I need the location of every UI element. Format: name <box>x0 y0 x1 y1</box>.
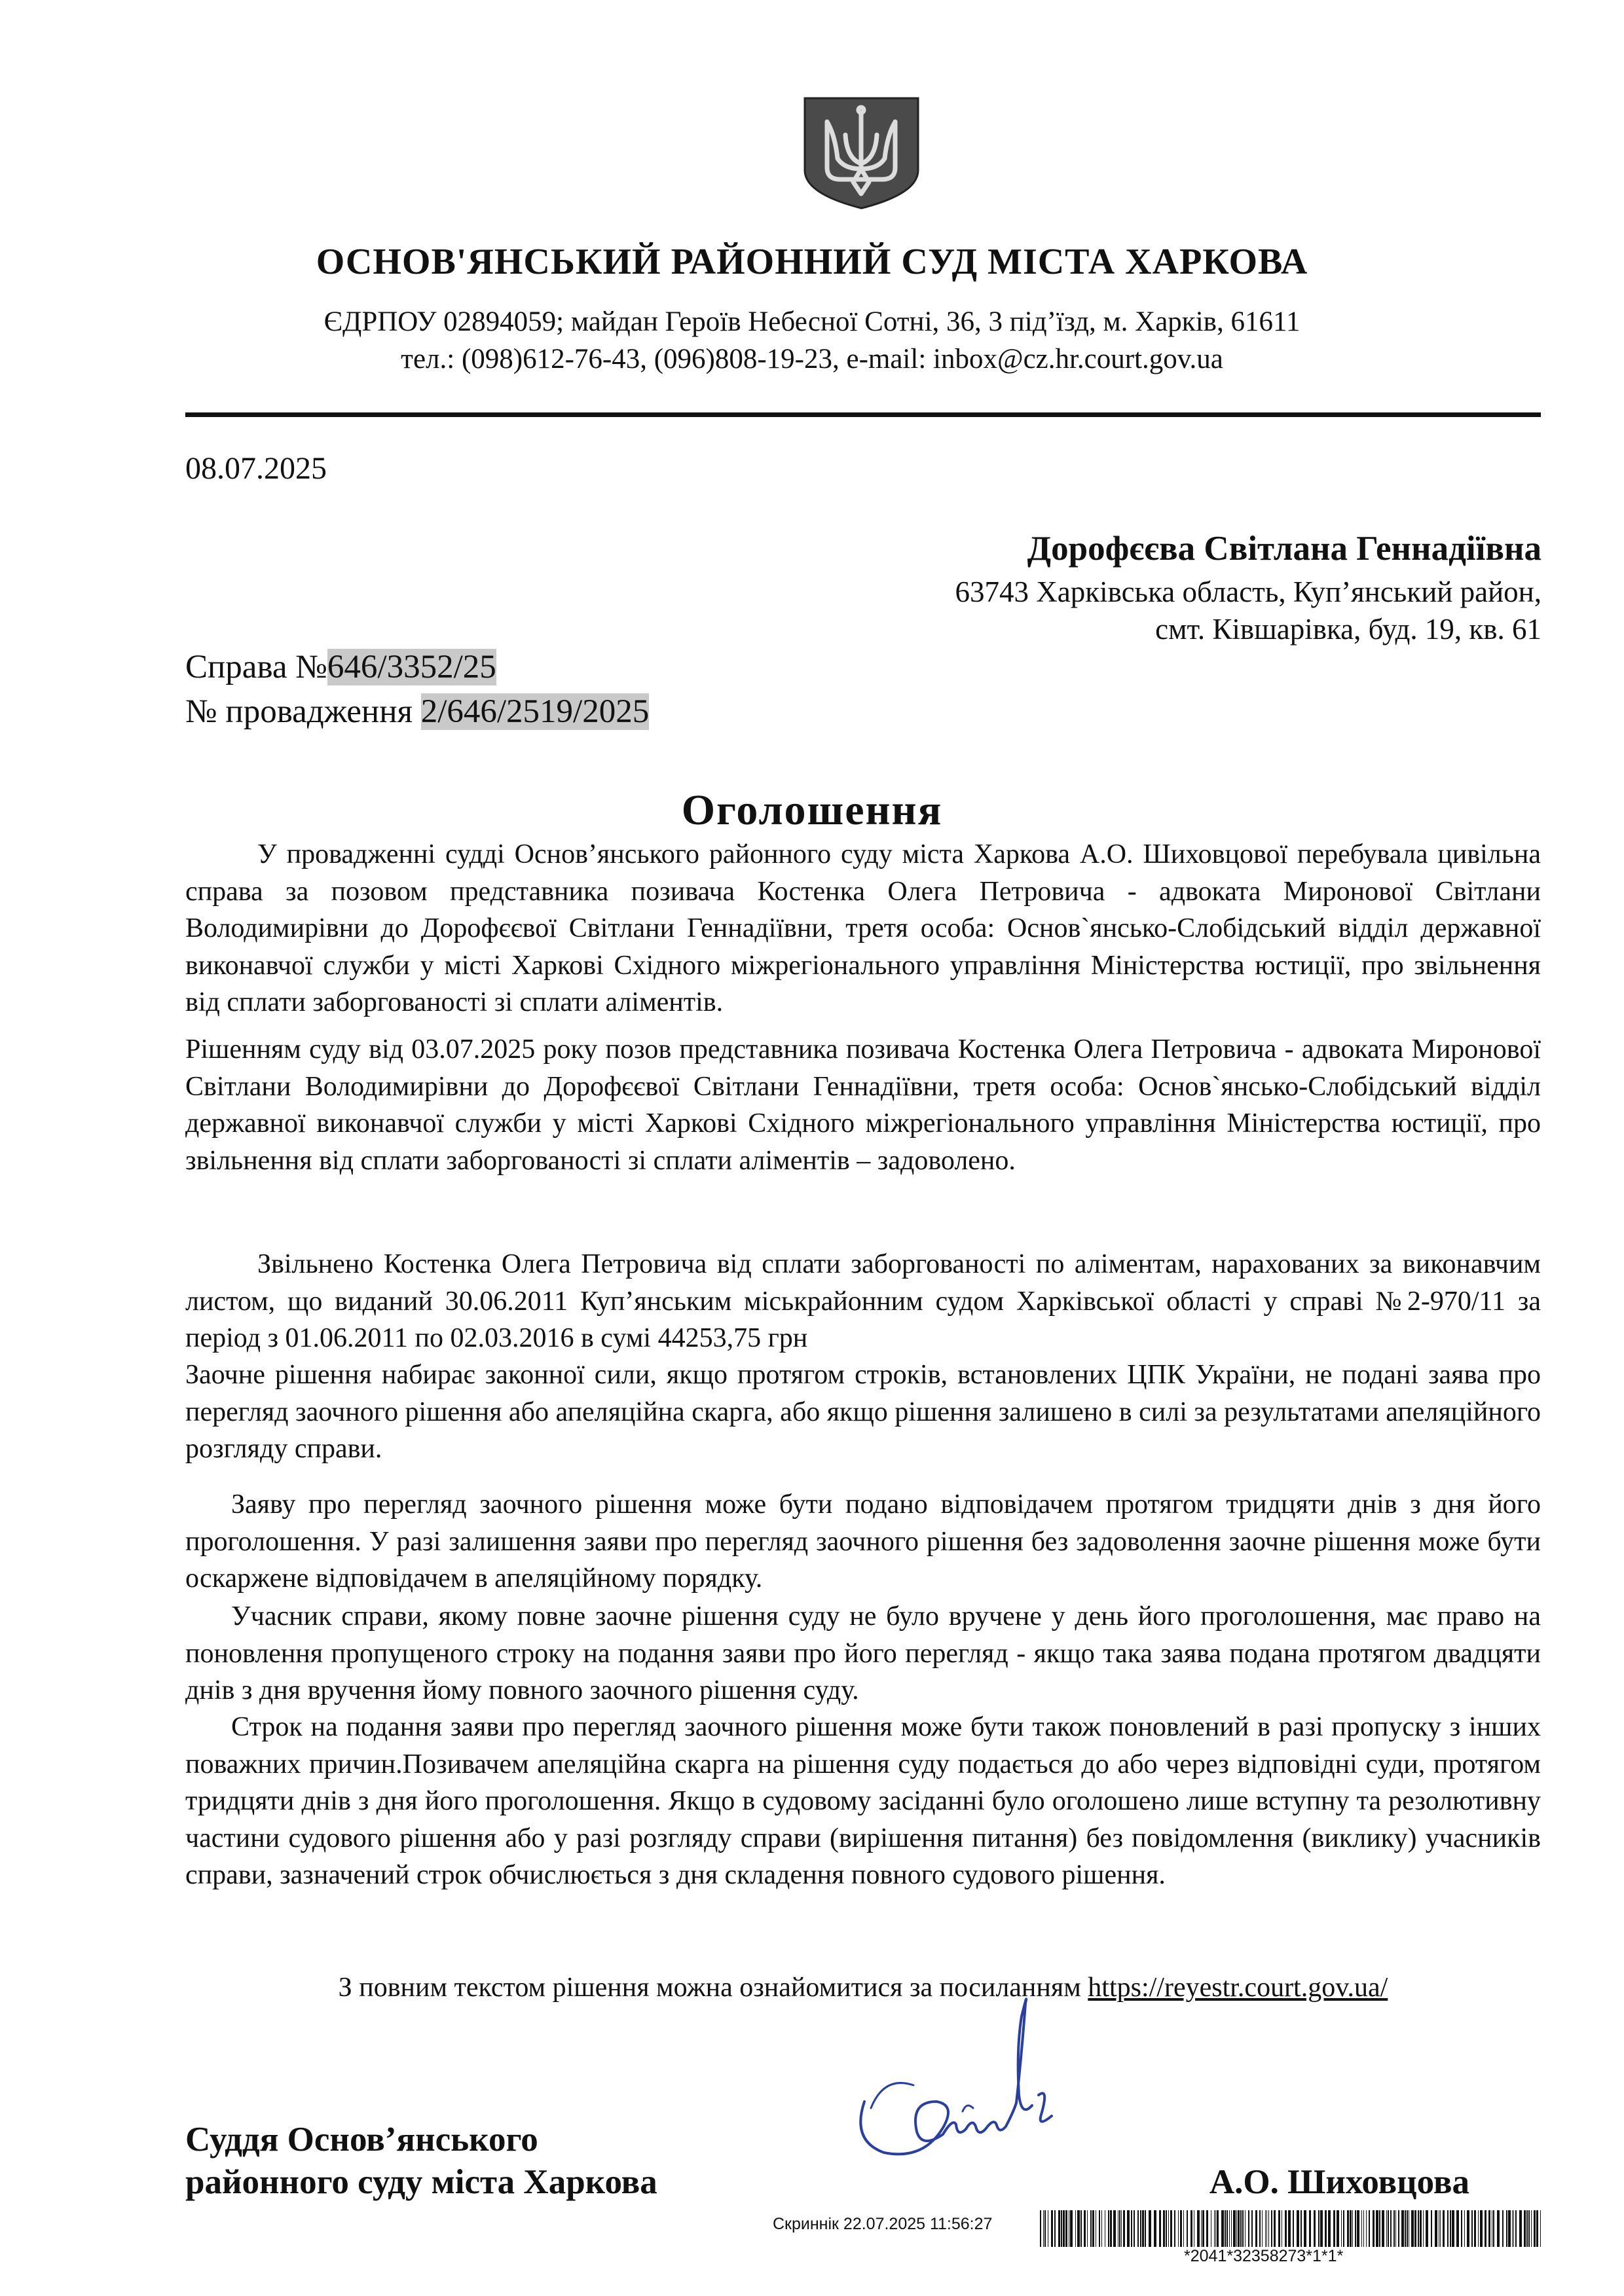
barcode-text: *2041*32358273*1*1* <box>1184 2247 1344 2265</box>
body-paragraph-proceeding: У провадженні судді Основ’янського районного суду міста Харкова А.О. Шиховцової перебувала цивільна справа за позовом представника позивача Костенка Олега Петровича - адвоката Миронової Світлани Володимирівни до Дорофєєвої Світлани Геннадіївни, третя особа: Основ`янсько-Слобідський відділ державної виконавчої служби у місті Харкові Східного міжрегіонального управління Міністерства юстиції, про звільнення від сплати заборгованості зі сплати аліментів. <box>185 839 1541 1018</box>
body-paragraph-decision: Рішенням суду від 03.07.2025 року позов представника позивача Костенка Олега Петровича - адвоката Миронової Світлани Володимирівни до Дорофєєвої Світлани Геннадіївни, третя особа: Основ`янсько-Слобідський відділ державної виконавчої служби у місті Харкові Східного міжрегіонального управління Міністерства юстиції, про звільнення від сплати заборгованості зі сплати аліментів – задоволено. <box>185 1034 1541 1176</box>
body-paragraph-review: Заяву про перегляд заочного рішення може бути подано відповідачем протягом тридцяти днів з дня його проголошення. У разі залишення заяви про перегляд заочного рішення без задоволення заочне рішення може бути оскаржене відповідачем в апеляційному порядку. <box>185 1489 1541 1594</box>
document-date: 08.07.2025 <box>185 451 327 486</box>
proceeding-number-row <box>185 693 649 731</box>
addressee-address-line2: смт. Ківшарівка, буд. 19, кв. 61 <box>1155 613 1541 646</box>
registry-link[interactable]: https://reyestr.court.gov.ua/ <box>1088 1973 1388 2003</box>
proceeding-number-label: № провадження <box>185 693 421 730</box>
addressee-name: Дорофєєва Світлана Геннадіївна <box>1027 530 1541 568</box>
document-title: Оголошення <box>681 786 943 834</box>
court-name: ОСНОВ'ЯНСЬКИЙ РАЙОННИЙ СУД МІСТА ХАРКОВА <box>316 242 1308 282</box>
scanner-stamp: Скриннік 22.07.2025 11:56:27 <box>773 2215 993 2233</box>
header-divider <box>185 412 1541 417</box>
court-contacts: тел.: (098)612-76-43, (096)808-19-23, e-mail: inbox@cz.hr.court.gov.ua <box>401 344 1223 374</box>
judge-signature <box>845 1977 1061 2180</box>
coat-of-arms-icon <box>801 96 922 211</box>
barcode <box>1040 2210 1541 2247</box>
addressee-address-line1: 63743 Харківська область, Куп’янський район, <box>955 575 1541 608</box>
body-paragraph-effect: Заочне рішення набирає законної сили, якщо протягом строків, встановлених ЦПК України, не подані заява про перегляд заочного рішення або апеляційна скарга, або якщо рішення залишено в силі за результатами апеляційного розгляду справи. <box>185 1360 1541 1465</box>
case-number: 646/3352/25 <box>327 649 496 685</box>
body-paragraph-renewal: Учасник справи, якому повне заочне рішення суду не було вручене у день його проголошення, має право на поновлення пропущеного строку на подання заяви про його перегляд - якщо така заява подана протягом двадцяти днів з дня вручення йому повного заочного рішення суду. <box>185 1601 1541 1706</box>
court-requisites: ЄДРПОУ 02894059; майдан Героїв Небесної Сотні, 36, 3 під’їзд, м. Харків, 61611 <box>323 306 1301 337</box>
case-number-label: Справа № <box>185 649 327 685</box>
case-number-row <box>185 648 496 686</box>
body-paragraph-release: Звільнено Костенка Олега Петровича від сплати заборгованості по аліментам, нарахованих за виконавчим листом, що виданий 30.06.2011 Куп’янським міськрайонним судом Харківської області у справі №2-970/11 за період з 01.06.2011 по 02.03.2016 в сумі 44253,75 грн <box>185 1249 1541 1354</box>
proceeding-number: 2/646/2519/2025 <box>420 693 650 730</box>
judge-title-line2: районного суду міста Харкова <box>185 2163 657 2201</box>
judge-name: А.О. Шиховцова <box>1209 2163 1469 2201</box>
judge-title-line1: Суддя Основ’янського <box>185 2121 538 2159</box>
link-prefix: З повним текстом рішення можна ознайомитися за посиланням <box>338 1973 1088 2003</box>
body-paragraph-appeal: Строк на подання заяви про перегляд заочного рішення може бути також поновлений в разі пропуску з інших поважних причин.Позивачем апеляційна скарга на рішення суду подається до або через відповідні суди, протягом тридцяти днів з дня його проголошення. Якщо в судовому засіданні було оголошено лише вступну та резолютивну частини судового рішення або у разі розгляду справи (вирішення питання) без повідомлення (виклику) учасників справи, зазначений строк обчислюється з дня складення повного судового рішення. <box>185 1712 1541 1891</box>
